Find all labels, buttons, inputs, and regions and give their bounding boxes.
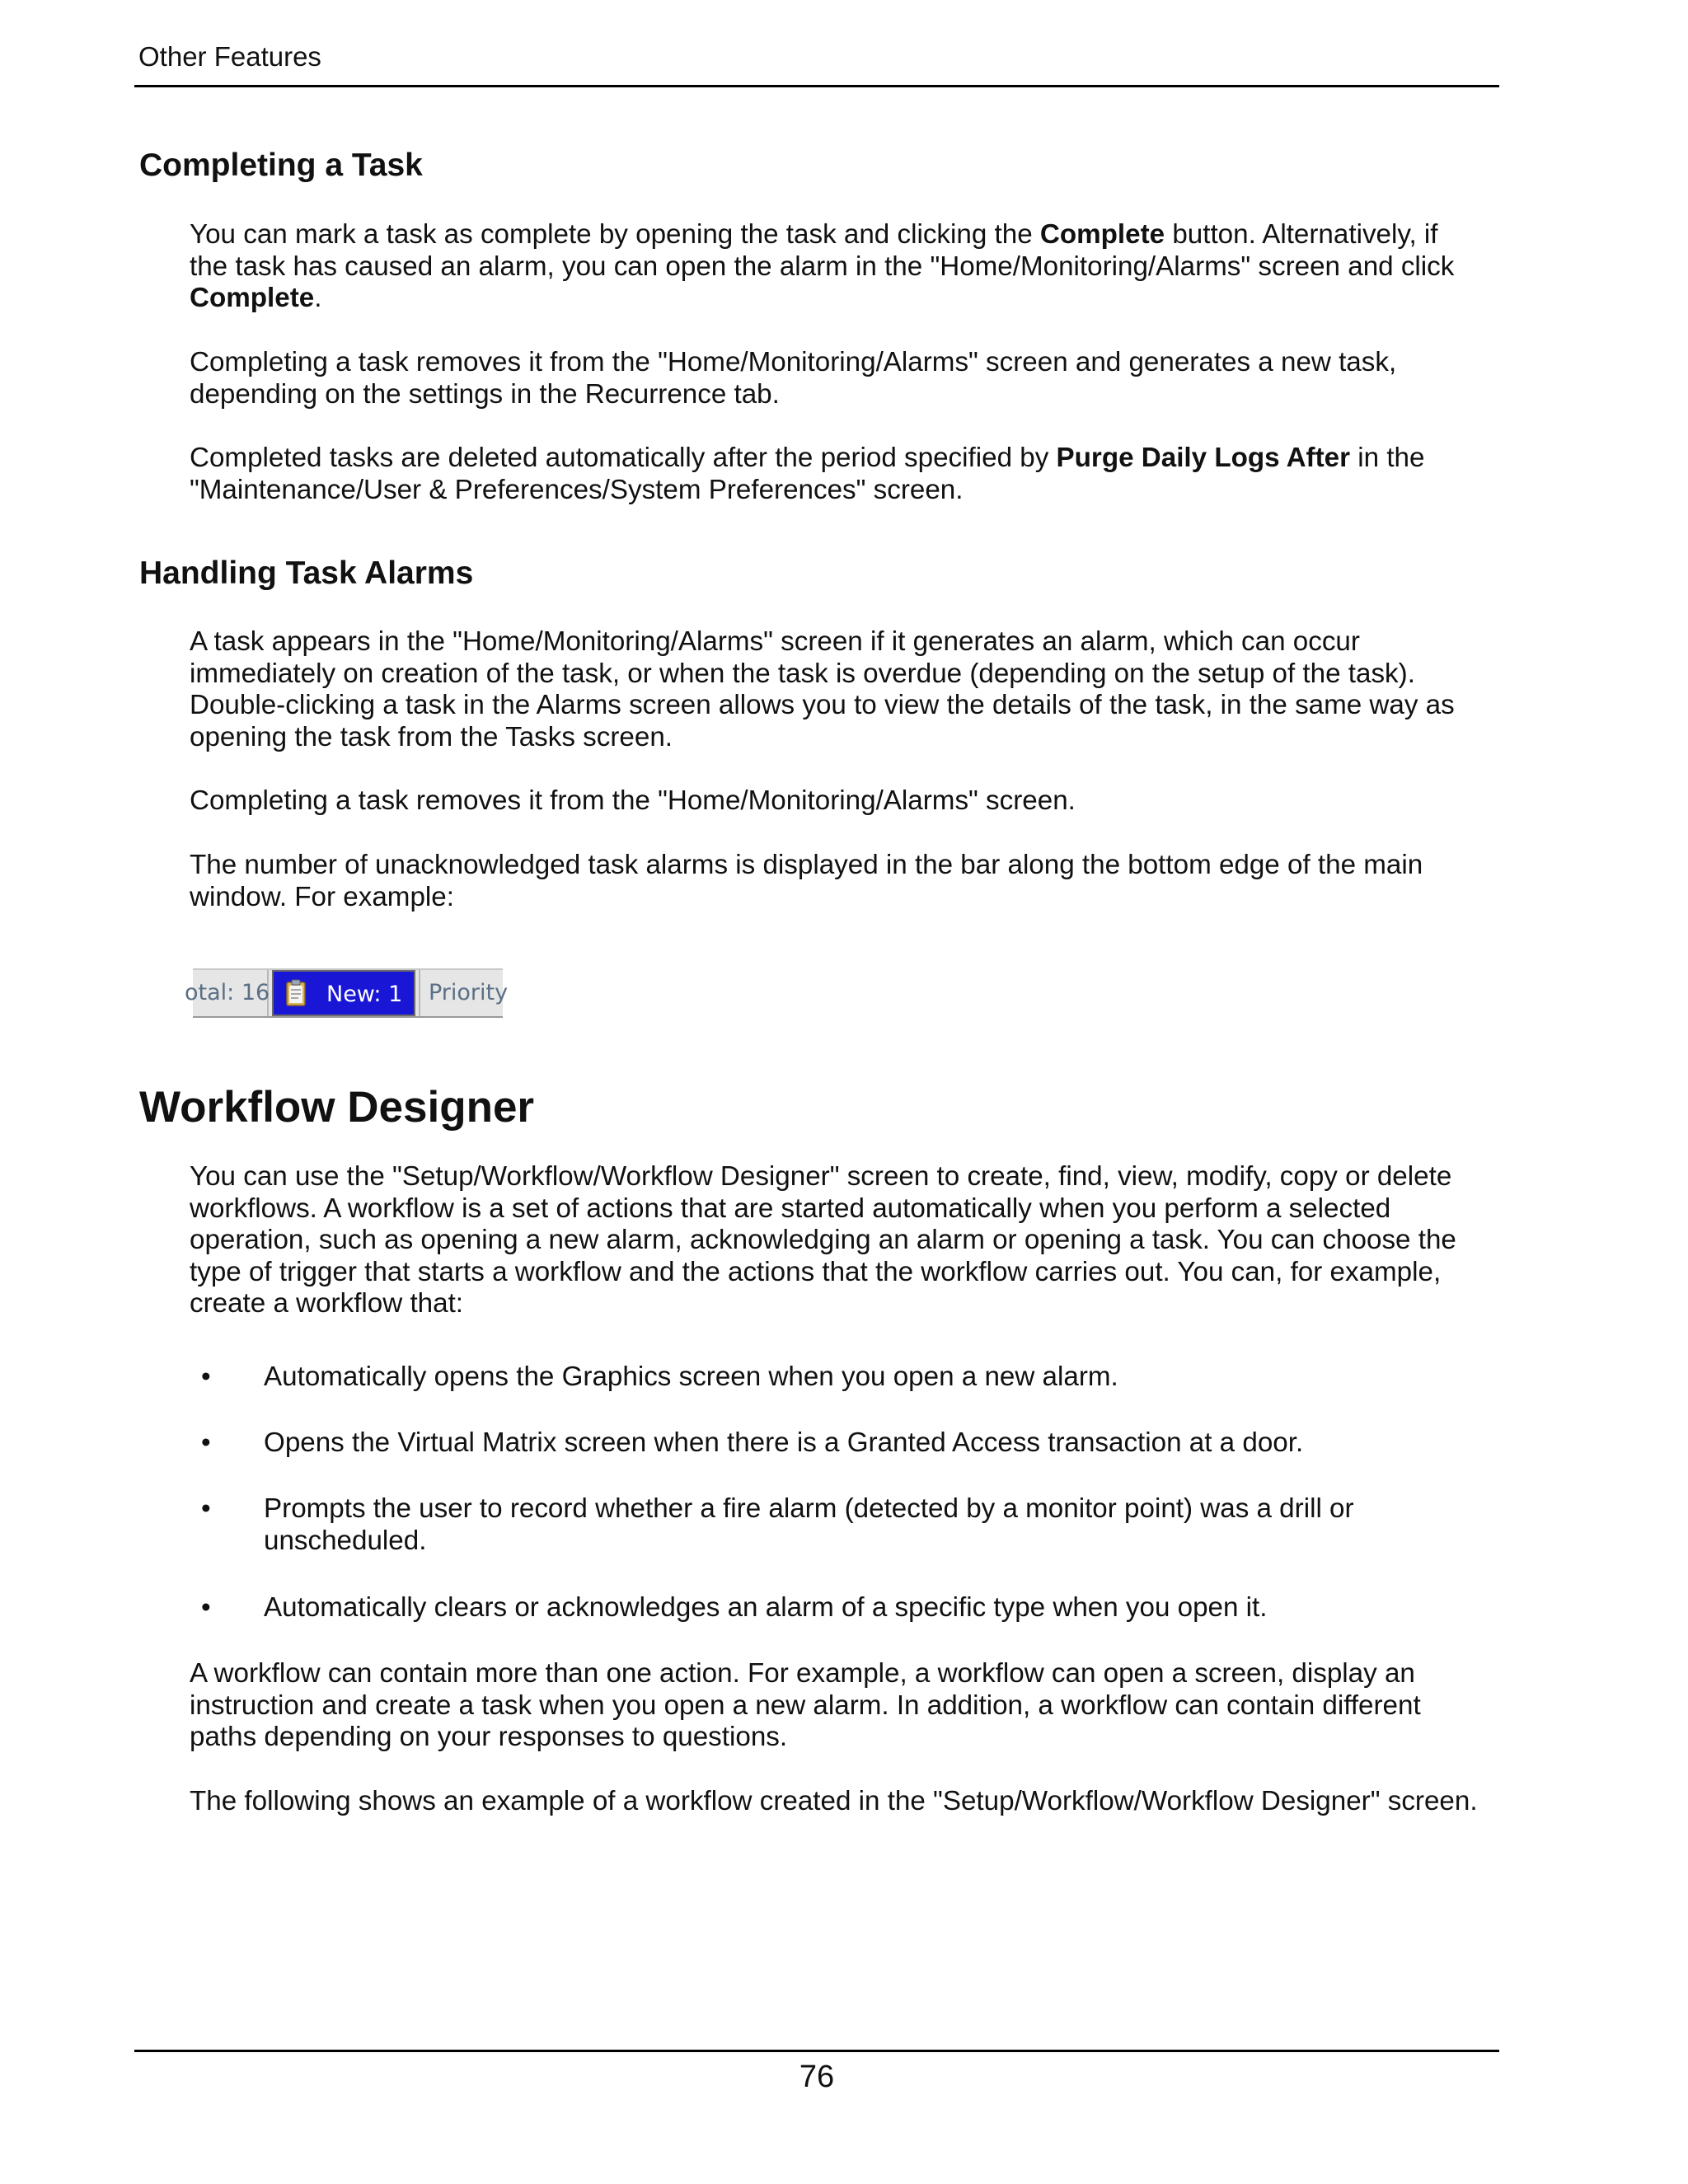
paragraph-purge-logs — [190, 443, 1508, 506]
text-line: operation, such as opening a new alarm, acknowledging an alarm or opening a task. You can choose the — [190, 1225, 1456, 1255]
text-line: Automatically opens the Graphics screen when you open a new alarm. — [264, 1361, 1118, 1392]
text-line — [190, 219, 1508, 251]
text-line: Double-clicking a task in the Alarms screen allows you to view the details of the task, in the same way as — [190, 690, 1455, 720]
bullet-icon: • — [201, 1427, 211, 1458]
bullet-icon: • — [201, 1361, 211, 1392]
text-line: A task appears in the "Home/Monitoring/Alarms" screen if it generates an alarm, which can occur — [190, 626, 1360, 657]
paragraph-completing-removes-alarm — [190, 785, 1508, 818]
header-rule — [134, 85, 1499, 87]
text-line: "Maintenance/User & Preferences/System Preferences" screen. — [190, 474, 964, 505]
list-item-text — [264, 1361, 1508, 1394]
text-line: Automatically clears or acknowledges an alarm of a specific type when you open it. — [264, 1592, 1268, 1623]
text-line: immediately on creation of the task, or when the task is overdue (depending on the setup of the task). — [190, 658, 1415, 689]
bold-term-complete: Complete — [1039, 219, 1165, 250]
text-line: Completing a task removes it from the "Home/Monitoring/Alarms" screen and generates a new task, — [190, 347, 1397, 377]
bold-term-complete: Complete — [190, 283, 315, 313]
status-priority: Priority — [419, 970, 503, 1016]
status-bar-example — [185, 968, 509, 1018]
paragraph-workflow-example — [190, 1786, 1508, 1818]
paragraph-unacknowledged-count — [190, 850, 1508, 913]
text-line: type of trigger that starts a workflow and the actions that the workflow carries out. You can, for example, — [190, 1256, 1442, 1287]
task-clipboard-icon — [285, 979, 307, 1007]
text-line: The following shows an example of a workflow created in the "Setup/Workflow/Workflow Designer" screen. — [190, 1786, 1478, 1816]
running-header: Other Features — [138, 41, 321, 72]
bullet-icon: • — [201, 1592, 211, 1623]
list-item-text — [264, 1592, 1508, 1624]
paragraph-mark-complete — [190, 219, 1508, 315]
status-total-count: otal: 16 — [193, 970, 269, 1016]
text-line — [190, 443, 1508, 475]
text-line: the task has caused an alarm, you can open the alarm in the "Home/Monitoring/Alarms" screen and click — [190, 251, 1455, 282]
heading-handling-task-alarms: Handling Task Alarms — [139, 555, 474, 591]
text-line: Prompts the user to record whether a fire alarm (detected by a monitor point) was a drill or — [264, 1493, 1354, 1524]
status-new-alarms[interactable] — [272, 970, 415, 1016]
text-line: instruction and create a task when you open a new alarm. In addition, a workflow can contain different — [190, 1690, 1421, 1721]
heading-workflow-designer: Workflow Designer — [139, 1083, 535, 1132]
text-line: workflows. A workflow is a set of actions that are started automatically when you perform a selected — [190, 1193, 1391, 1224]
text-line — [190, 283, 1508, 315]
text-line: The number of unacknowledged task alarms is displayed in the bar along the bottom edge of the main — [190, 850, 1423, 880]
text-run: in the — [1350, 443, 1425, 473]
text-line: create a workflow that: — [190, 1288, 464, 1319]
text-run: Completed tasks are deleted automatically after the period specified by — [190, 443, 1057, 473]
text-run: button. Alternatively, if — [1165, 219, 1438, 250]
text-line: window. For example: — [190, 881, 454, 912]
paragraph-multiple-actions — [190, 1658, 1508, 1754]
paragraph-workflow-intro — [190, 1161, 1508, 1320]
text-line: depending on the settings in the Recurrence tab. — [190, 378, 780, 410]
footer-rule — [134, 2050, 1499, 2052]
text-line: Opens the Virtual Matrix screen when there is a Granted Access transaction at a door. — [264, 1427, 1304, 1458]
page-number: 76 — [799, 2060, 835, 2094]
list-item-text — [264, 1493, 1508, 1557]
status-new-label: New: 1 — [326, 982, 403, 1007]
text-run: . — [314, 283, 322, 313]
text-line: You can use the "Setup/Workflow/Workflow Designer" screen to create, find, view, modify, copy or delete — [190, 1161, 1452, 1192]
text-run: You can mark a task as complete by opening the task and clicking the — [190, 219, 1040, 250]
paragraph-completing-removes — [190, 347, 1508, 410]
text-line: Completing a task removes it from the "Home/Monitoring/Alarms" screen. — [190, 785, 1076, 816]
text-line: unscheduled. — [264, 1525, 427, 1556]
heading-completing-a-task: Completing a Task — [139, 148, 423, 183]
bold-term-purge-daily-logs-after: Purge Daily Logs After — [1056, 443, 1351, 473]
text-line: opening the task from the Tasks screen. — [190, 721, 673, 752]
list-item-text — [264, 1427, 1508, 1460]
text-line: paths depending on your responses to questions. — [190, 1722, 788, 1752]
text-line: A workflow can contain more than one action. For example, a workflow can open a screen, display an — [190, 1658, 1415, 1689]
bullet-icon: • — [201, 1493, 211, 1524]
paragraph-task-appears — [190, 626, 1508, 753]
